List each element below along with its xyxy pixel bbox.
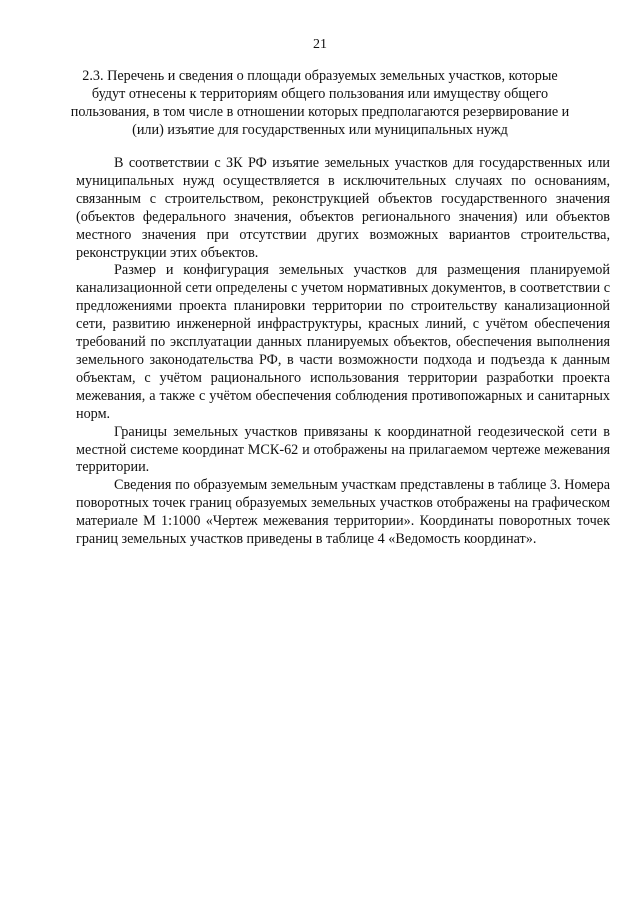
section-heading: 2.3. Перечень и сведения о площади образуемых земельных участков, которые будут отнесены к территориям общего пользования или имуществу общего пользования, в том числе в отношении которых предполагаются резервирование и (или) изъятие для государственных или муниципальных нужд xyxy=(70,68,570,138)
paragraph-boundaries: Границы земельных участков привязаны к координатной геодезической сети в местной системе координат МСК-62 и отображены на прилагаемом чертеже межевания территории. xyxy=(76,423,610,476)
paragraph-plot-size: Размер и конфигурация земельных участков для размещения планируемой канализационной сети определены с учетом нормативных документов, в соответствии с предложениями проекта планировки территории по строительству канализационной сети, развитию инженерной инфраструктуры, красных линий, с учётом обеспечения требований по эксплуатации данных планируемых объектов, обеспечения выполнения земельного законодательства РФ, в части возможности подхода и подъезда к данным объектам, с учётом рационального использования территории разработки проекта межевания, а также с учётом обеспечения соблюдения противопожарных и санитарных норм. xyxy=(76,262,610,422)
paragraph-expropriation: В соответствии с ЗК РФ изъятие земельных участков для государственных или муниципальных нужд осуществляется в исключительных случаях по основаниям, связанным с строительством, реконструкцией объектов государственного значения (объектов федерального значения, объектов регионального значения) или объектов местного значения при отсутствии других возможных вариантов строительства, реконструкции этих объектов. xyxy=(76,155,610,261)
paragraph-plot-info: Сведения по образуемым земельным участкам представлены в таблице 3. Номера поворотных точек границ образуемых земельных участков отображены на графическом материале М 1:1000 «Чертеж межевания территории». Координаты поворотных точек границ земельных участков приведены в таблице 4 «Ведомость координат». xyxy=(76,477,610,548)
page-number: 21 xyxy=(313,37,327,52)
body-text xyxy=(76,155,610,549)
